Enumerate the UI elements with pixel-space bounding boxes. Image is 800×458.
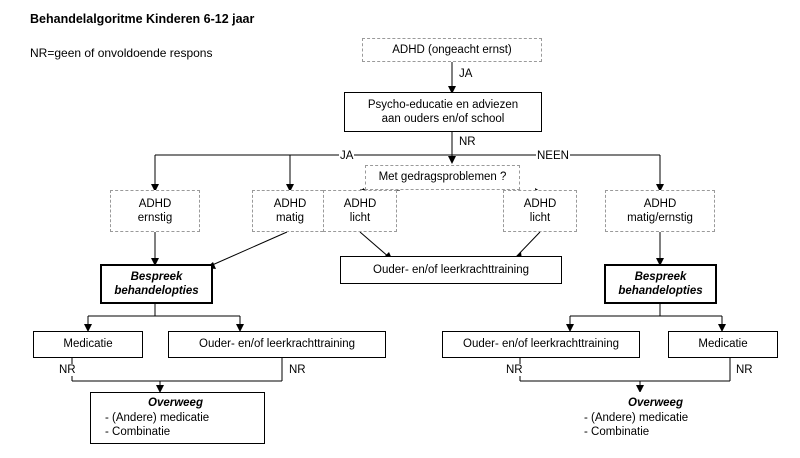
- node-medicatie-left-label: Medicatie: [63, 338, 113, 351]
- node-overweeg-left-title: Overweeg: [148, 397, 203, 410]
- node-adhd-licht-left-line2: licht: [349, 212, 371, 224]
- node-bespreek-left-line2: behandelopties: [114, 285, 199, 297]
- edge-label-nr-right-1: NR: [506, 364, 523, 376]
- node-training-right[interactable]: [442, 331, 640, 358]
- node-bespreek-right-line2: behandelopties: [618, 285, 703, 297]
- node-training-middle-label: Ouder- en/of leerkrachttraining: [373, 263, 529, 276]
- edge-label-nr-right-2: NR: [736, 364, 753, 376]
- node-adhd-root-label: ADHD (ongeacht ernst): [392, 43, 512, 56]
- node-bespreek-left-line1: Bespreek: [130, 270, 183, 283]
- node-training-middle[interactable]: [340, 256, 562, 284]
- node-medicatie-right[interactable]: [668, 331, 778, 358]
- edge-label-nr-top: NR: [459, 136, 476, 148]
- edge-label-ja-left: JA: [340, 150, 354, 162]
- node-overweeg-left-item1: - (Andere) medicatie: [105, 411, 210, 424]
- node-medicatie-right-label: Medicatie: [698, 338, 748, 351]
- node-adhd-matig-line1: ADHD: [273, 197, 307, 210]
- node-adhd-ernstig-line2: ernstig: [137, 212, 173, 224]
- node-bespreek-behandelopties-left[interactable]: [100, 264, 213, 304]
- node-psycho-educatie-line1: Psycho-educatie en adviezen: [367, 98, 519, 111]
- edge-label-neen-right: NEEN: [537, 150, 569, 162]
- node-adhd-matig-ernstig-line1: ADHD: [643, 197, 677, 210]
- page-title: Behandelalgoritme Kinderen 6-12 jaar: [30, 12, 255, 26]
- node-met-gedragsproblemen-label: Met gedragsproblemen ?: [378, 171, 507, 184]
- node-psycho-educatie-line2: aan ouders en/of school: [381, 113, 505, 125]
- node-adhd-matig-line2: matig: [275, 212, 305, 224]
- node-adhd-matig[interactable]: [252, 190, 328, 232]
- edge-label-nr-left-1: NR: [59, 364, 76, 376]
- node-met-gedragsproblemen[interactable]: [365, 165, 520, 190]
- node-overweeg-left-item2: - Combinatie: [105, 426, 171, 439]
- node-overweeg-right-title: Overweeg: [628, 397, 683, 410]
- node-adhd-matig-ernstig-line2: matig/ernstig: [627, 212, 693, 224]
- node-training-left[interactable]: [168, 331, 386, 358]
- node-adhd-licht-left-line1: ADHD: [343, 197, 377, 210]
- node-adhd-licht-right-line1: ADHD: [523, 197, 557, 210]
- node-medicatie-left[interactable]: [33, 331, 143, 358]
- node-overweeg-right[interactable]: [570, 392, 745, 444]
- node-adhd-licht-right-line2: licht: [529, 212, 551, 224]
- node-adhd-licht-right[interactable]: [503, 190, 577, 232]
- node-overweeg-right-item1: - (Andere) medicatie: [584, 411, 689, 424]
- node-adhd-ernstig[interactable]: [110, 190, 200, 232]
- node-bespreek-behandelopties-right[interactable]: [604, 264, 717, 304]
- edge-label-ja-top: JA: [459, 68, 473, 80]
- node-overweeg-right-item2: - Combinatie: [584, 426, 650, 439]
- node-training-right-label: Ouder- en/of leerkrachttraining: [463, 338, 619, 351]
- node-adhd-ernstig-line1: ADHD: [138, 197, 172, 210]
- node-adhd-root[interactable]: [362, 38, 542, 62]
- node-training-left-label: Ouder- en/of leerkrachttraining: [199, 338, 355, 351]
- node-adhd-matig-ernstig[interactable]: [605, 190, 715, 232]
- edge-label-nr-left-2: NR: [289, 364, 306, 376]
- node-bespreek-right-line1: Bespreek: [634, 270, 687, 283]
- node-psycho-educatie[interactable]: [344, 92, 542, 132]
- node-adhd-licht-left[interactable]: [323, 190, 397, 232]
- node-overweeg-left[interactable]: [90, 392, 265, 444]
- legend-text: NR=geen of onvoldoende respons: [30, 46, 213, 60]
